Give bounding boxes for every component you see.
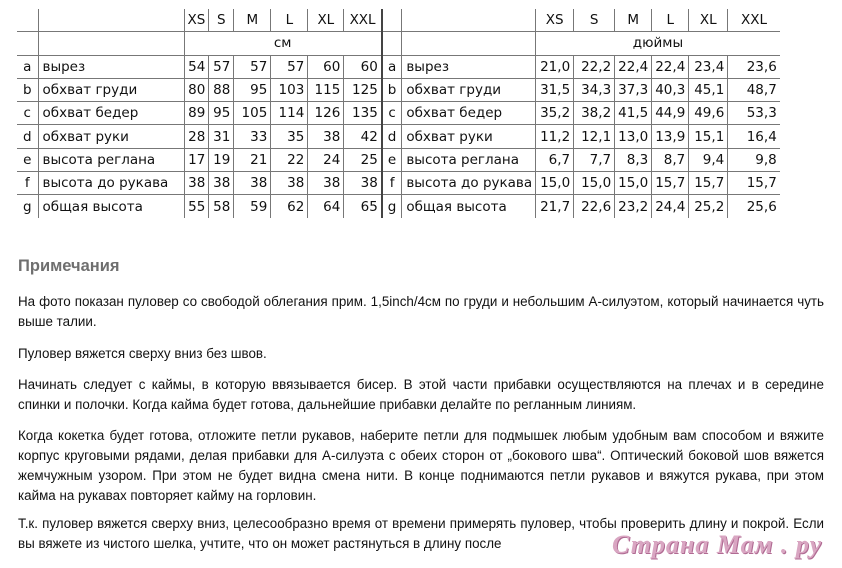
row-letter: a (17, 55, 38, 78)
cm-value: 95 (234, 78, 271, 101)
row-label: вырез (402, 55, 536, 78)
size-header-cell: XS (184, 9, 209, 32)
cm-value: 60 (344, 55, 382, 78)
cm-value: 22 (271, 148, 308, 171)
size-header-cell: S (209, 9, 234, 32)
row-letter: d (17, 125, 38, 148)
cm-value: 35 (271, 125, 308, 148)
unit-empty-cell (17, 32, 38, 55)
cm-value: 65 (344, 195, 382, 218)
watermark-logo: Страна Мам . ру (612, 530, 823, 559)
inch-value: 22,4 (615, 55, 652, 78)
cm-value: 55 (184, 195, 209, 218)
notes-paragraph: Т.к. пуловер вяжется сверху вниз, целесообразно время от времени примерять пуловер, чтобы проверить длину и покрой. Если вы вяжете из чистого шелка, учтите, что он может растянуться в длину после (18, 516, 824, 551)
cm-value: 24 (308, 148, 344, 171)
cm-value: 103 (271, 78, 308, 101)
inch-value: 8,3 (615, 148, 652, 171)
table-row (17, 125, 780, 148)
cm-value: 88 (209, 78, 234, 101)
row-letter: b (17, 78, 38, 101)
cm-value: 38 (209, 172, 234, 195)
inch-value: 12,1 (574, 125, 615, 148)
cm-value: 38 (234, 172, 271, 195)
cm-value: 54 (184, 55, 209, 78)
inch-value: 15,7 (728, 172, 780, 195)
cm-value: 38 (344, 172, 382, 195)
cm-value: 19 (209, 148, 234, 171)
cm-value: 105 (234, 102, 271, 125)
cm-value: 89 (184, 102, 209, 125)
inch-value: 15,7 (689, 172, 728, 195)
size-table (17, 9, 780, 218)
unit-empty-cell (382, 32, 402, 55)
row-letter: f (17, 172, 38, 195)
notes-paragraph: Пуловер вяжется сверху вниз без швов. (18, 346, 267, 361)
inch-value: 22,6 (574, 195, 615, 218)
row-letter: c (382, 102, 402, 125)
cm-value: 38 (308, 125, 344, 148)
cm-value: 58 (209, 195, 234, 218)
table-row (17, 195, 780, 218)
inch-value: 45,1 (689, 78, 728, 101)
header-empty-cell (38, 9, 184, 32)
size-header-cell: XL (308, 9, 344, 32)
inch-value: 44,9 (652, 102, 689, 125)
cm-value: 38 (308, 172, 344, 195)
inch-value: 40,3 (652, 78, 689, 101)
row-label: обхват бедер (402, 102, 536, 125)
unit-inch-label: дюймы (536, 32, 780, 55)
cm-value: 62 (271, 195, 308, 218)
inch-value: 15,0 (574, 172, 615, 195)
size-header-cell: L (271, 9, 308, 32)
inch-value: 7,7 (574, 148, 615, 171)
row-label: высота до рукава (38, 172, 184, 195)
row-letter: g (17, 195, 38, 218)
row-label: общая высота (402, 195, 536, 218)
cm-value: 28 (184, 125, 209, 148)
unit-empty-cell (38, 32, 184, 55)
inch-value: 24,4 (652, 195, 689, 218)
inch-value: 38,2 (574, 102, 615, 125)
inch-value: 9,4 (689, 148, 728, 171)
notes-paragraph: Когда кокетка будет готова, отложите петли рукавов, наберите петли для подмышек любым удобным вам способом и вяжите корпус круговыми рядами, делая прибавки для А-силуэта с обеих сторон от „бокового шва“. Оптический боковой шов вяжется жемчужным узором. При этом не будет видна смена нити. В конце поднимаются петли рукавов и вяжутся рукава, при этом кайма на рукавах повторяет кайму на горловин. (18, 428, 824, 503)
cm-value: 42 (344, 125, 382, 148)
row-label: общая высота (38, 195, 184, 218)
inch-value: 15,1 (689, 125, 728, 148)
size-table-body (17, 9, 780, 218)
table-unit-row (17, 32, 780, 55)
cm-value: 135 (344, 102, 382, 125)
cm-value: 17 (184, 148, 209, 171)
inch-value: 21,7 (536, 195, 574, 218)
table-row (17, 172, 780, 195)
row-letter: d (382, 125, 402, 148)
cm-value: 38 (184, 172, 209, 195)
cm-value: 115 (308, 78, 344, 101)
cm-value: 31 (209, 125, 234, 148)
cm-value: 59 (234, 195, 271, 218)
size-header-cell: S (574, 9, 615, 32)
table-row (17, 55, 780, 78)
unit-cm-label: см (184, 32, 382, 55)
table-row (17, 78, 780, 101)
row-letter: a (382, 55, 402, 78)
cm-value: 25 (344, 148, 382, 171)
row-label: обхват бедер (38, 102, 184, 125)
cm-value: 80 (184, 78, 209, 101)
inch-value: 48,7 (728, 78, 780, 101)
inch-value: 34,3 (574, 78, 615, 101)
row-label: обхват руки (402, 125, 536, 148)
inch-value: 49,6 (689, 102, 728, 125)
cm-value: 95 (209, 102, 234, 125)
inch-value: 23,6 (728, 55, 780, 78)
inch-value: 25,6 (728, 195, 780, 218)
unit-empty-cell (402, 32, 536, 55)
cm-value: 57 (209, 55, 234, 78)
cm-value: 125 (344, 78, 382, 101)
inch-value: 9,8 (728, 148, 780, 171)
cm-value: 57 (271, 55, 308, 78)
row-label: обхват руки (38, 125, 184, 148)
inch-value: 21,0 (536, 55, 574, 78)
table-row (17, 102, 780, 125)
inch-value: 37,3 (615, 78, 652, 101)
inch-value: 23,2 (615, 195, 652, 218)
row-label: высота реглана (402, 148, 536, 171)
table-row (17, 148, 780, 171)
cm-value: 64 (308, 195, 344, 218)
size-header-cell: M (615, 9, 652, 32)
row-label: вырез (38, 55, 184, 78)
inch-value: 13,0 (615, 125, 652, 148)
inch-value: 31,5 (536, 78, 574, 101)
inch-value: 15,0 (615, 172, 652, 195)
inch-value: 53,3 (728, 102, 780, 125)
row-letter: e (17, 148, 38, 171)
inch-value: 6,7 (536, 148, 574, 171)
row-letter: b (382, 78, 402, 101)
row-label: обхват груди (402, 78, 536, 101)
cm-value: 126 (308, 102, 344, 125)
header-empty-cell (17, 9, 38, 32)
row-letter: c (17, 102, 38, 125)
notes-heading: Примечания (18, 257, 120, 275)
size-header-cell: XL (689, 9, 728, 32)
cm-value: 38 (271, 172, 308, 195)
row-label: высота реглана (38, 148, 184, 171)
notes-paragraph: На фото показан пуловер со свободой облегания прим. 1,5inch/4см по груди и небольшим А-силуэтом, который начинается чуть выше талии. (18, 294, 824, 329)
inch-value: 23,4 (689, 55, 728, 78)
inch-value: 16,4 (728, 125, 780, 148)
inch-value: 22,2 (574, 55, 615, 78)
cm-value: 21 (234, 148, 271, 171)
cm-value: 60 (308, 55, 344, 78)
inch-value: 35,2 (536, 102, 574, 125)
row-letter: f (382, 172, 402, 195)
cm-value: 114 (271, 102, 308, 125)
inch-value: 8,7 (652, 148, 689, 171)
size-header-cell: XXL (728, 9, 780, 32)
table-header-row (17, 9, 780, 32)
size-header-cell: L (652, 9, 689, 32)
header-empty-cell (382, 9, 402, 32)
row-label: высота до рукава (402, 172, 536, 195)
inch-value: 15,7 (652, 172, 689, 195)
inch-value: 41,5 (615, 102, 652, 125)
row-letter: e (382, 148, 402, 171)
size-header-cell: XS (536, 9, 574, 32)
inch-value: 25,2 (689, 195, 728, 218)
header-empty-cell (402, 9, 536, 32)
row-letter: g (382, 195, 402, 218)
cm-value: 57 (234, 55, 271, 78)
inch-value: 13,9 (652, 125, 689, 148)
inch-value: 11,2 (536, 125, 574, 148)
size-header-cell: XXL (344, 9, 382, 32)
row-label: обхват груди (38, 78, 184, 101)
inch-value: 22,4 (652, 55, 689, 78)
cm-value: 33 (234, 125, 271, 148)
size-header-cell: M (234, 9, 271, 32)
notes-paragraph: Начинать следует с каймы, в которую ввязывается бисер. В этой части прибавки осуществляются на плечах и в середине спинки и полочки. Когда кайма будет готова, дальнейшие прибавки делайте по регланным линиям. (18, 377, 824, 412)
inch-value: 15,0 (536, 172, 574, 195)
